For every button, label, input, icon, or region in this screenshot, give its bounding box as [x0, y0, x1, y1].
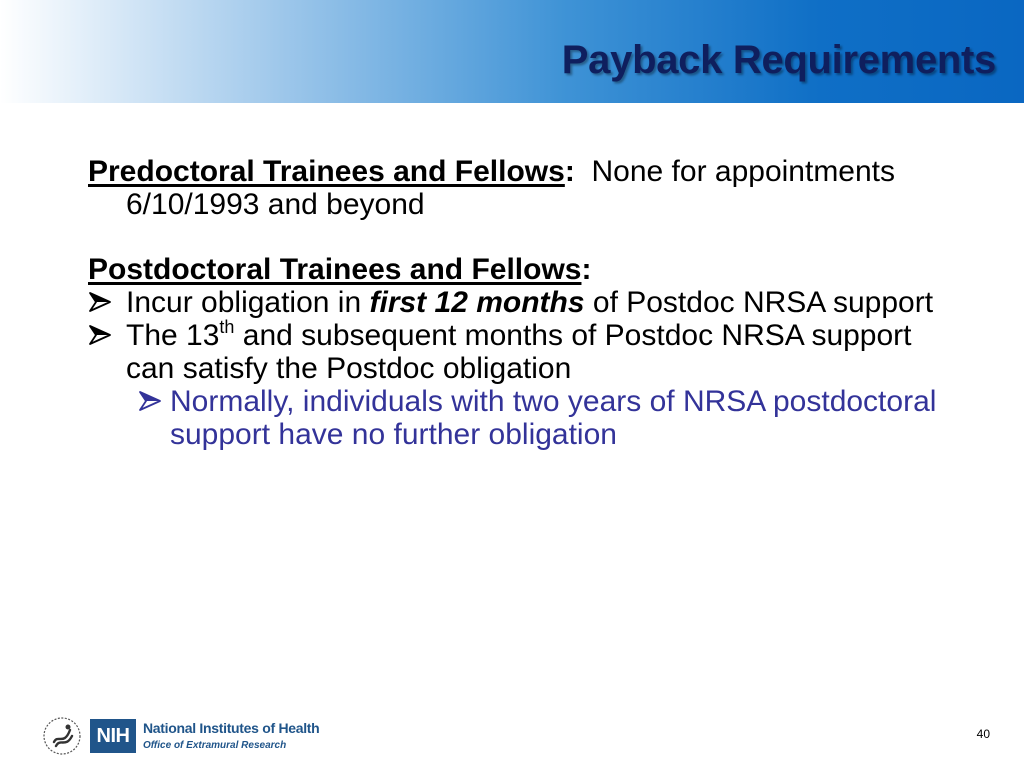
arrow-bullet-icon: [88, 286, 118, 319]
hhs-seal-icon: [42, 716, 82, 756]
bullet-subsequent-pre: The 13: [126, 319, 220, 352]
bullet-obligation: [88, 286, 968, 319]
sub-bullet-two-years: [88, 385, 968, 451]
predoc-paragraph: [88, 155, 968, 221]
bullet-obligation-post: of Postdoc NRSA support: [584, 286, 934, 319]
predoc-heading: Predoctoral Trainees and Fellows: [88, 155, 565, 188]
nih-footer-logo: [40, 712, 320, 760]
bullet-obligation-pre: Incur obligation in: [126, 286, 370, 319]
slide-title: Payback Requirements: [561, 38, 996, 82]
bullet-subsequent-months: [88, 319, 968, 385]
bullet-subsequent-sup: th: [219, 317, 235, 337]
arrow-bullet-icon: [88, 319, 118, 352]
nih-name: National Institutes of Health: [143, 720, 320, 736]
bullet-subsequent-post: and subsequent months of Postdoc NRSA support can satisfy the Postdoc obligation: [126, 319, 912, 385]
predoc-text: None for appointments 6/10/1993 and beyond: [126, 155, 896, 221]
nih-abbrev-box: NIH: [90, 719, 136, 753]
arrow-bullet-icon: [138, 385, 168, 418]
predoc-colon: :: [564, 155, 575, 188]
page-number: 40: [976, 727, 990, 741]
bullet-obligation-emphasis: first 12 months: [369, 286, 585, 319]
sub-bullet-text: Normally, individuals with two years of NRSA postdoctoral support have no further obligation: [170, 385, 937, 451]
postdoc-paragraph: [88, 253, 968, 286]
slide-content: [88, 155, 968, 451]
postdoc-colon: :: [581, 253, 592, 286]
postdoc-heading: Postdoctoral Trainees and Fellows: [88, 253, 582, 286]
nih-office: Office of Extramural Research: [143, 740, 287, 751]
